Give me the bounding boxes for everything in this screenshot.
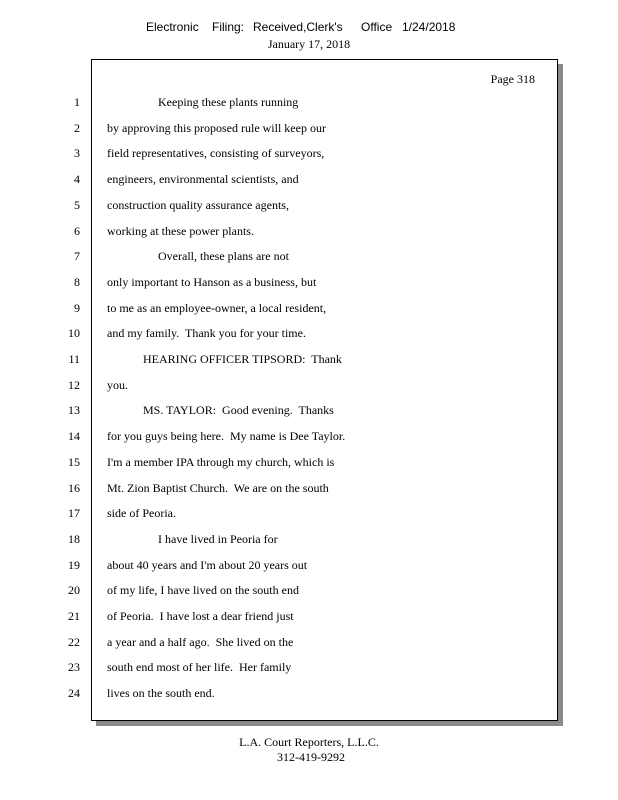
line-number: 24 — [68, 686, 80, 700]
line-text: Mt. Zion Baptist Church. We are on the south — [107, 481, 329, 495]
line-text: field representatives, consisting of surveyors, — [107, 146, 325, 160]
line-text: engineers, environmental scientists, and — [107, 172, 299, 186]
line-number: 20 — [68, 583, 80, 597]
filing-label: Filing: — [212, 20, 245, 34]
filing-received: Received,Clerk's — [253, 20, 343, 34]
filing-office: Office — [361, 20, 393, 34]
line-number: 23 — [68, 660, 80, 674]
line-text: for you guys being here. My name is Dee Taylor. — [107, 429, 346, 443]
line-text: I'm a member IPA through my church, which is — [107, 455, 335, 469]
line-number: 10 — [68, 326, 80, 340]
line-number: 7 — [74, 249, 80, 263]
line-number: 18 — [68, 532, 80, 546]
line-number: 9 — [74, 301, 80, 315]
line-text: working at these power plants. — [107, 224, 254, 238]
line-text: Overall, these plans are not — [158, 249, 289, 263]
line-number: 17 — [68, 506, 80, 520]
line-text: side of Peoria. — [107, 506, 176, 520]
line-text: Keeping these plants running — [158, 95, 299, 109]
filing-electronic: Electronic — [146, 20, 199, 34]
line-text: HEARING OFFICER TIPSORD: Thank — [143, 352, 342, 366]
line-text: of Peoria. I have lost a dear friend just — [107, 609, 294, 623]
line-text: construction quality assurance agents, — [107, 198, 289, 212]
line-text: I have lived in Peoria for — [158, 532, 278, 546]
line-text: only important to Hanson as a business, but — [107, 275, 317, 289]
line-number: 4 — [74, 172, 80, 186]
line-text: south end most of her life. Her family — [107, 660, 292, 674]
reporter-phone: 312-419-9292 — [277, 750, 345, 764]
line-number: 15 — [68, 455, 80, 469]
line-number: 11 — [68, 352, 80, 366]
line-text: MS. TAYLOR: Good evening. Thanks — [143, 403, 334, 417]
line-number: 21 — [68, 609, 80, 623]
line-text: about 40 years and I'm about 20 years out — [107, 558, 308, 572]
line-number: 13 — [68, 403, 80, 417]
line-number: 2 — [74, 121, 80, 135]
line-text: lives on the south end. — [107, 686, 215, 700]
line-number: 16 — [68, 481, 80, 495]
reporter-firm: L.A. Court Reporters, L.L.C. — [239, 735, 379, 749]
line-number: 12 — [68, 378, 80, 392]
page-number: Page 318 — [490, 72, 535, 86]
line-number: 5 — [74, 198, 80, 212]
line-text: to me as an employee-owner, a local resident, — [107, 301, 327, 315]
line-number: 3 — [74, 146, 80, 160]
line-number: 1 — [74, 95, 80, 109]
line-text: of my life, I have lived on the south end — [107, 583, 299, 597]
line-text: and my family. Thank you for your time. — [107, 326, 306, 340]
line-number: 6 — [74, 224, 80, 238]
filed-date: January 17, 2018 — [267, 37, 351, 51]
filing-date: 1/24/2018 — [402, 20, 456, 34]
line-text: you. — [107, 378, 128, 392]
filing-stamp — [0, 20, 618, 36]
line-number: 8 — [74, 275, 80, 289]
line-number: 14 — [68, 429, 80, 443]
line-text: a year and a half ago. She lived on the — [107, 635, 294, 649]
line-number: 22 — [68, 635, 80, 649]
line-text: by approving this proposed rule will keep our — [107, 121, 326, 135]
line-number: 19 — [68, 558, 80, 572]
